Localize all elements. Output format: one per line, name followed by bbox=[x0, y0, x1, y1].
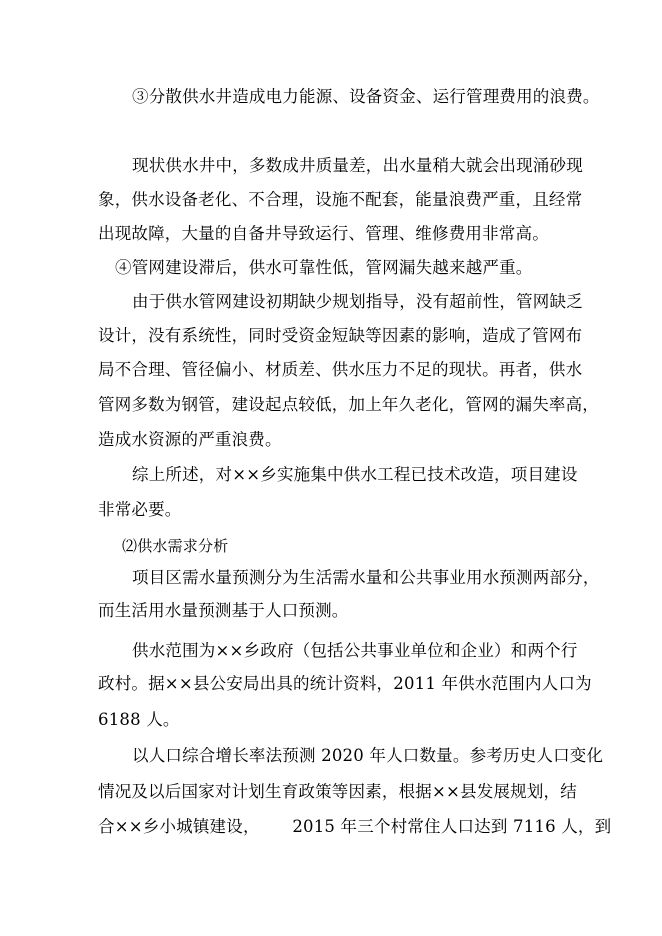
paragraph-line: 供水范围为××乡政府（包括公共事业单位和企业）和两个行 bbox=[132, 641, 578, 660]
paragraph-line: 综上所述，对××乡实施集中供水工程已技术改造，项目建设 bbox=[132, 465, 578, 484]
paragraph-line: 局不合理、管径偏小、材质差、供水压力不足的现状。再者，供水 bbox=[98, 360, 583, 379]
paragraph-line: 造成水资源的严重浪费。 bbox=[98, 430, 282, 449]
paragraph-line: 管网多数为钢管，建设起点较低，加上年久老化，管网的漏失率高， bbox=[98, 395, 599, 414]
paragraph-line: 设计，没有系统性，同时受资金短缺等因素的影响，造成了管网布 bbox=[98, 326, 583, 345]
paragraph-line: 由于供水管网建设初期缺少规划指导，没有超前性，管网缺乏 bbox=[132, 292, 583, 311]
paragraph-line: 出现故障，大量的自备井导致运行、管理、维修费用非常高。 bbox=[98, 224, 549, 243]
paragraph-line: 现状供水井中，多数成井质量差，出水量稍大就会出现涌砂现 bbox=[132, 156, 583, 175]
paragraph-line: 情况及以后国家对计划生育政策等因素，根据××县发展规划，结 bbox=[98, 782, 577, 801]
paragraph-line: 以人口综合增长率法预测 2020 年人口数量。参考历史人口变化 bbox=[132, 746, 604, 765]
paragraph-line: 非常必要。 bbox=[98, 500, 182, 519]
paragraph-line: 政村。据××县公安局出具的统计资料，2011 年供水范围内人口为 bbox=[98, 674, 592, 693]
paragraph-line: 合××乡小城镇建设， 2015 年三个村常住人口达到 7116 人，到 bbox=[98, 817, 612, 836]
paragraph-line: 6188 人。 bbox=[98, 710, 180, 729]
list-item-4: ④管网建设滞后，供水可靠性低，管网漏失越来越严重。 bbox=[115, 258, 533, 277]
section-heading: ⑵供水需求分析 bbox=[122, 537, 229, 555]
paragraph-line: 象，供水设备老化、不合理，设施不配套，能量浪费严重，且经常 bbox=[98, 190, 583, 209]
paragraph-line: 项目区需水量预测分为生活需水量和公共事业用水预测两部分， bbox=[132, 568, 600, 587]
paragraph-line: 而生活用水量预测基于人口预测。 bbox=[98, 601, 349, 620]
list-item-3: ③分散供水井造成电力能源、设备资金、运行管理费用的浪费。 bbox=[132, 87, 600, 106]
